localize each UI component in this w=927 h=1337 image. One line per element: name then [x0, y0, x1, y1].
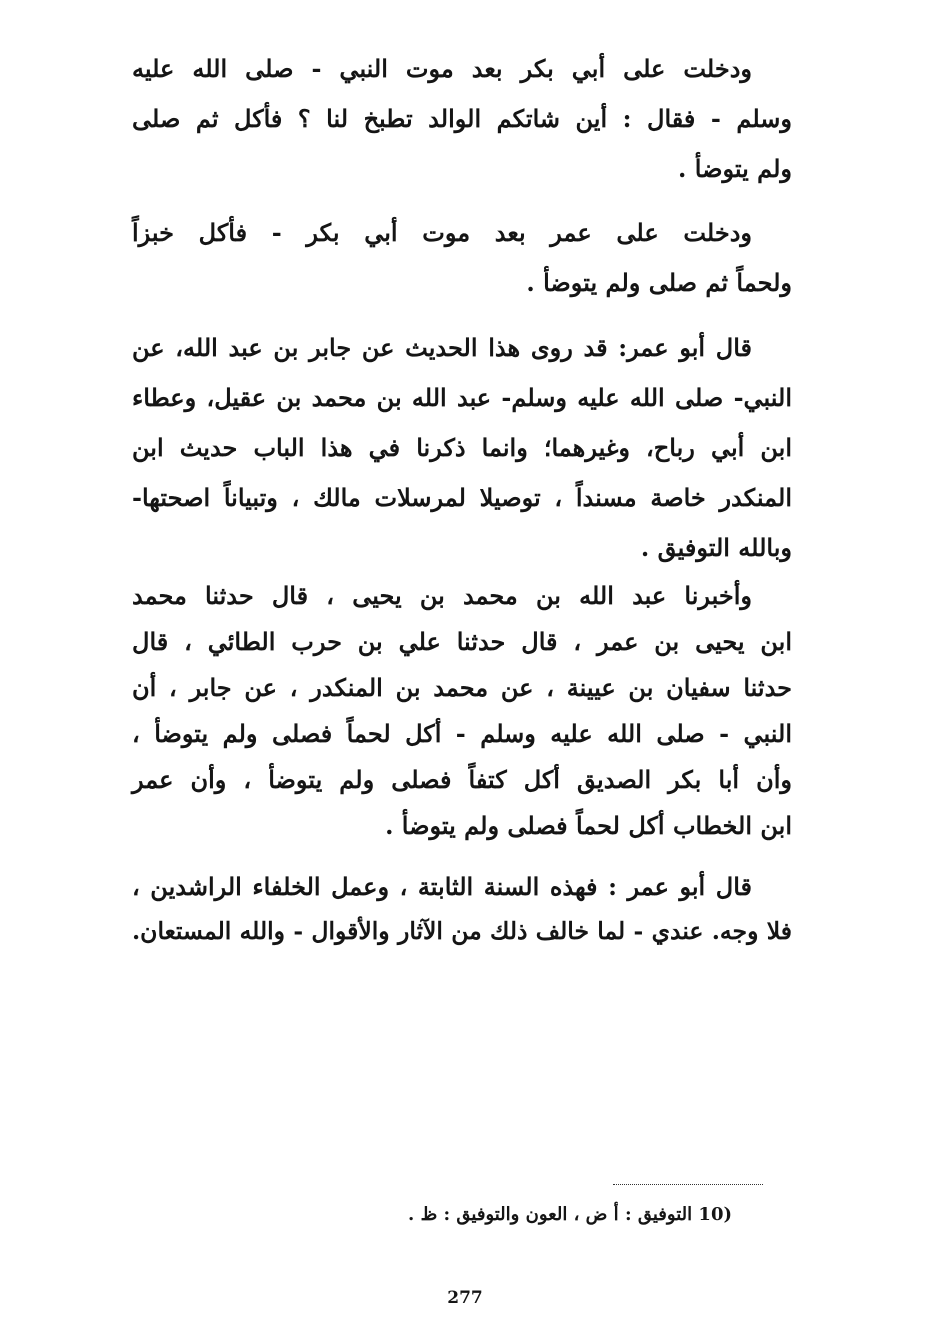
- text-line: ودخلت على أبي بكر بعد موت النبي - صلى الله عليه: [132, 54, 752, 83]
- text-line: وسلم - فقال : أين شاتكم الوالد تطبخ لنا ؟ فأكل ثم صلى: [132, 104, 792, 133]
- text-line: ولحماً ثم صلى ولم يتوضأ .: [526, 268, 792, 297]
- text-line: وأخبرنا عبد الله بن محمد بن يحيى ، قال حدثنا محمد: [132, 581, 753, 610]
- paragraph-1: [132, 44, 792, 194]
- text-line: وأن أبا بكر الصديق أكل كتفاً فصلى ولم يتوضأ ، وأن عمر: [132, 765, 792, 794]
- footnote-text: التوفيق : أ ض ، العون والتوفيق : ظ .: [408, 1204, 693, 1225]
- text-line: فلا وجه. عندي - لما خالف ذلك من الآثار والأقوال - والله المستعان.: [132, 917, 792, 945]
- text-line: ابن الخطاب أكل لحماً فصلى ولم يتوضأ .: [385, 811, 792, 840]
- text-line: المنكدر خاصة مسنداً ، توصيلا لمرسلات مالك ، وتبياناً اصحتها-: [132, 483, 792, 512]
- text-line: حدثنا سفيان بن عيينة ، عن محمد بن المنكدر ، عن جابر ، أن: [132, 673, 792, 702]
- paragraph-4: [132, 573, 792, 863]
- text-line: ابن يحيى بن عمر ، قال حدثنا علي بن حرب الطائي ، قال: [132, 627, 792, 656]
- footnote-number: 10): [698, 1204, 732, 1225]
- text-line: ودخلت على عمر بعد موت أبي بكر - فأكل خبزاً: [132, 218, 752, 247]
- text-line: ابن أبي رباح، وغيرهما؛ وانما ذكرنا في هذا الباب حديث ابن: [132, 433, 792, 462]
- text-line: النبي - صلى الله عليه وسلم - أكل لحماً فصلى ولم يتوضأ ،: [132, 719, 792, 748]
- footnote-divider: [613, 1184, 763, 1185]
- text-line: وبالله التوفيق .: [640, 533, 792, 562]
- text-line: النبي- صلى الله عليه وسلم- عبد الله بن محمد بن عقيل، وعطاء: [132, 383, 792, 412]
- paragraph-5: [132, 864, 792, 954]
- paragraph-3: [132, 323, 792, 573]
- text-line: قال أبو عمر : فهذه السنة الثابتة ، وعمل الخلفاء الراشدين ،: [132, 872, 752, 901]
- paragraph-2: [132, 208, 792, 308]
- text-line: ولم يتوضأ .: [678, 154, 792, 183]
- footnote: [312, 1201, 732, 1229]
- page-number: 277: [447, 1288, 483, 1308]
- text-line: قال أبو عمر: قد روى هذا الحديث عن جابر بن عبد الله، عن: [132, 333, 752, 362]
